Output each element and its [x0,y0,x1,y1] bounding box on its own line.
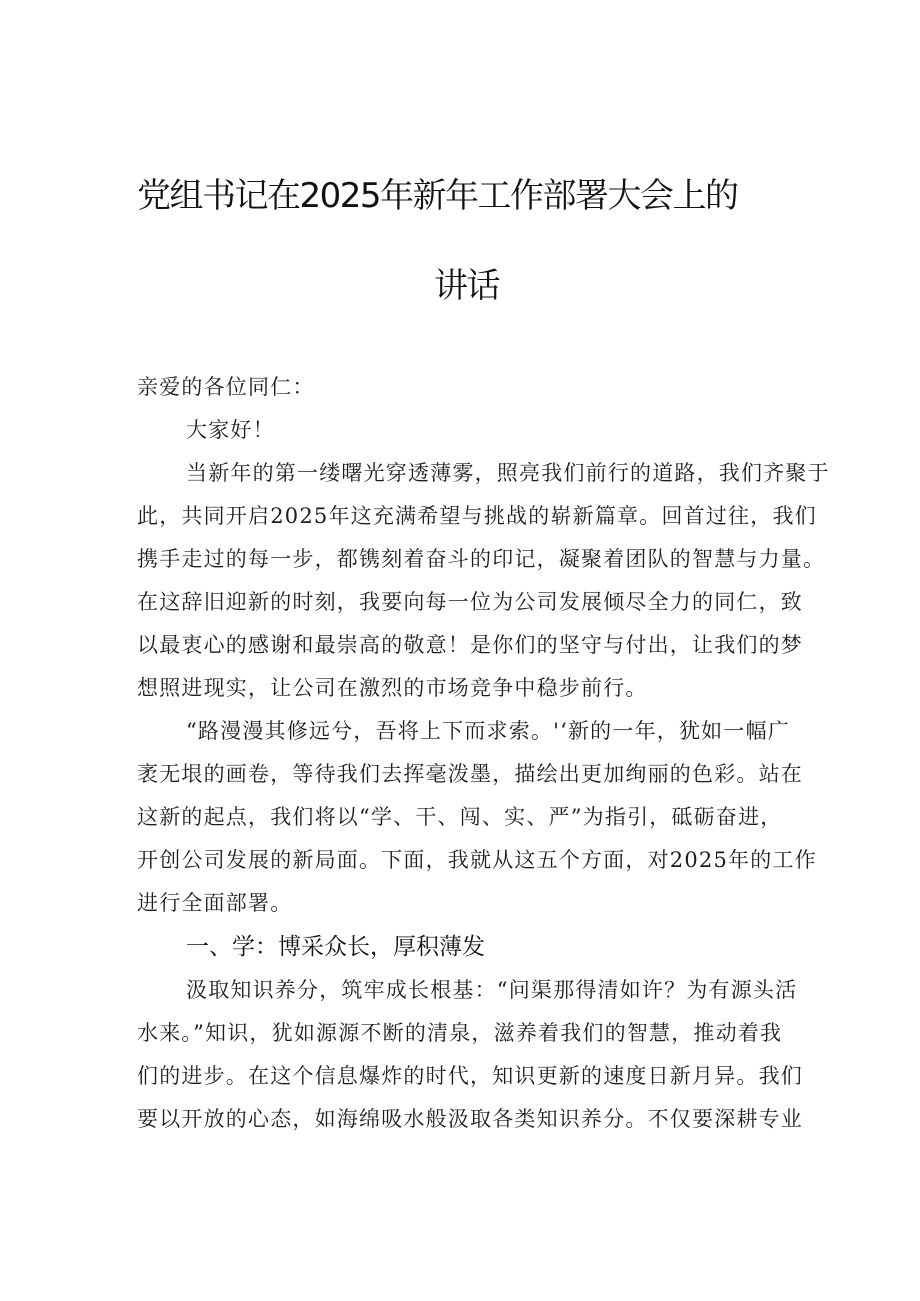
paragraph-2-line: “路漫漫其修远兮，吾将上下而求索。'‘新的一年，犹如一幅广 [186,719,790,743]
paragraph-3-line: 水来。”知识，犹如源源不断的清泉，滋养着我们的智慧，推动着我 [137,1021,783,1045]
paragraph-2-line: 进行全面部署。 [137,891,293,915]
greeting: 大家好！ [186,418,275,442]
paragraph-3-line: 要以开放的心态，如海绵吸水般汲取各类知识养分。不仅要深耕专业 [137,1107,803,1131]
paragraph-1-line: 以最衷心的感谢和最崇高的敬意！是你们的坚守与付出，让我们的梦 [137,633,803,657]
salutation: 亲爱的各位同仁： [137,375,315,399]
paragraph-1-line: 携手走过的每一步，都镌刻着奋斗的印记，凝聚着团队的智慧与力量。 [137,547,826,571]
paragraph-2-line: 开创公司发展的新局面。下面，我就从这五个方面，对2025年的工作 [137,848,817,872]
paragraph-1-line: 此，共同开启2025年这充满希望与挑战的崭新篇章。回首过往，我们 [137,504,817,528]
section-1-heading: 一、学：博采众长，厚积薄发 [186,934,485,960]
paragraph-1-line: 在这辞旧迎新的时刻，我要向每一位为公司发展倾尽全力的同仁，致 [137,590,803,614]
paragraph-2-line: 这新的起点，我们将以“学、干、闯、实、严”为指引，砥砺奋进， [137,805,783,829]
paragraph-1-line: 当新年的第一缕曙光穿透薄雾，照亮我们前行的道路，我们齐聚于 [186,461,830,485]
document-title-line-2: 讲话 [434,266,499,306]
paragraph-1-line: 想照进现实，让公司在激烈的市场竞争中稳步前行。 [137,676,648,700]
document-title-line-1: 党组书记在2025年新年工作部署大会上的 [137,176,738,216]
paragraph-3-line: 汲取知识养分，筑牢成长根基：“问渠那得清如许？为有源头活 [186,978,798,1002]
paragraph-2-line: 袤无垠的画卷，等待我们去挥毫泼墨，描绘出更加绚丽的色彩。站在 [137,762,803,786]
paragraph-3-line: 们的进步。在这个信息爆炸的时代，知识更新的速度日新月异。我们 [137,1064,803,1088]
